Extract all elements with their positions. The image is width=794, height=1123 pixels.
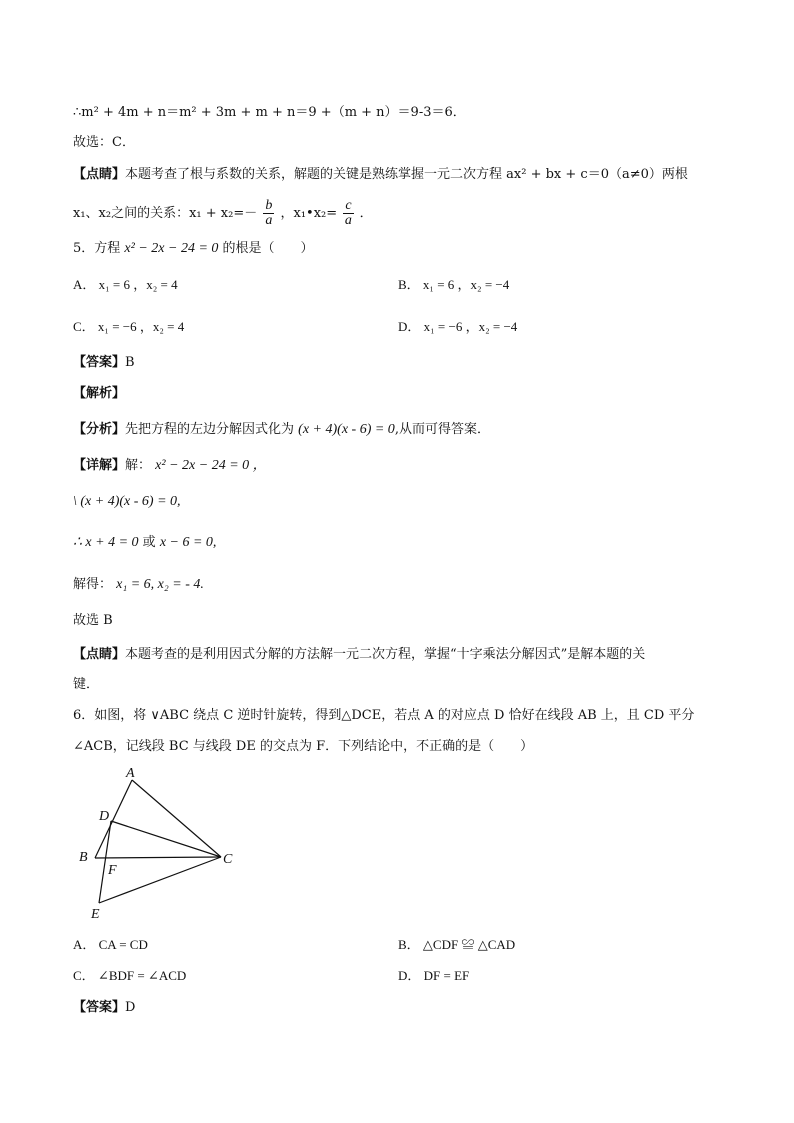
- vieta-mid: ，x₁•x₂=: [280, 206, 338, 221]
- text-line-choice-c: 故选：C．: [73, 135, 135, 150]
- text-line-conclusion: ∴m² + 4m + n＝m² + 3m + m + n＝9 +（m + n）＝9-3＝6．: [73, 105, 466, 120]
- question-6-line-2: ∠ACB，记线段 BC 与线段 DE 的交点为 F．下列结论中，不正确的是（ ）: [73, 739, 534, 754]
- q5-option-c: C． x₁ = −6 ，x₂ = 4: [73, 319, 185, 334]
- fenxi-line: 【分析】先把方程的左边分解因式化为 (x + 4)(x - 6) = 0,从而可得答案．: [73, 422, 490, 437]
- label-D: D: [99, 809, 110, 824]
- fraction-b-over-a: $\frac{b}{a}$: [265, 198, 273, 228]
- label-E: E: [91, 907, 100, 922]
- q6-option-d: D． DF = EF: [398, 968, 470, 983]
- xiangjie-equation: x² − 2x − 24 = 0 ，: [155, 458, 267, 473]
- label-B: B: [79, 850, 88, 865]
- vieta-relation-line: [73, 196, 373, 232]
- dianjing-2: 【点睛】本题考查的是利用因式分解的方法解一元二次方程，掌握“十字乘法分解因式”是解本题的关: [73, 647, 646, 662]
- solution-step-2: ∴ x + 4 = 0 或 x − 6 = 0,: [73, 535, 217, 550]
- dianjing-1: [73, 166, 688, 184]
- label-A: A: [126, 766, 135, 781]
- jiexi-heading: 【解析】: [73, 386, 126, 401]
- fenxi-equation: (x + 4)(x - 6) = 0: [298, 422, 395, 437]
- answer-6: 【答案】D: [73, 1000, 136, 1015]
- q5-option-a: A． x₁ = 6 ，x₂ = 4: [73, 277, 178, 292]
- choice-b-line: 故选 B: [73, 613, 113, 628]
- dianjing-1-tag: 【点睛】: [73, 167, 126, 182]
- q6-option-c: C． ∠BDF = ∠ACD: [73, 968, 187, 983]
- fraction-c-over-a: $\frac{c}{a}$: [344, 198, 352, 228]
- label-F: F: [108, 863, 117, 878]
- vieta-post: ．: [359, 206, 373, 221]
- q5-option-b: B． x₁ = 6 ，x₂ = −4: [398, 277, 510, 292]
- label-C: C: [223, 852, 233, 867]
- question-6-line-1: 6．如图，将 ∨ABC 绕点 C 逆时针旋转，得到△DCE，若点 A 的对应点 D 恰好在线段 AB 上，且 CD 平分: [73, 708, 695, 723]
- triangle-figure: [74, 764, 244, 924]
- q5-option-d: D． x₁ = −6 ，x₂ = −4: [398, 319, 518, 334]
- solution-step-3: 解得： x₁ = 6, x₂ = - 4.: [73, 577, 204, 592]
- answer-5: 【答案】B: [73, 355, 135, 370]
- dianjing-1-text: 本题考查了根与系数的关系，解题的关键是熟练掌握一元二次方程 ax² + bx + c＝0（a≠0）两根: [125, 167, 688, 182]
- solution-step-1: \ (x + 4)(x - 6) = 0,: [73, 494, 181, 509]
- q6-option-a: A． CA = CD: [73, 937, 148, 952]
- vieta-pre: x₁、x₂之间的关系：x₁ + x₂=－: [73, 206, 258, 221]
- question-5-stem: 5．方程 x² − 2x − 24 = 0 的根是（ ）: [73, 241, 314, 256]
- q5-equation: x² − 2x − 24 = 0: [124, 241, 219, 256]
- q6-option-b: B． △CDF ≌ △CAD: [398, 937, 516, 952]
- dianjing-2-cont: 键．: [73, 677, 100, 692]
- xiangjie-line: 【详解】解： x² − 2x − 24 = 0 ，: [73, 458, 267, 473]
